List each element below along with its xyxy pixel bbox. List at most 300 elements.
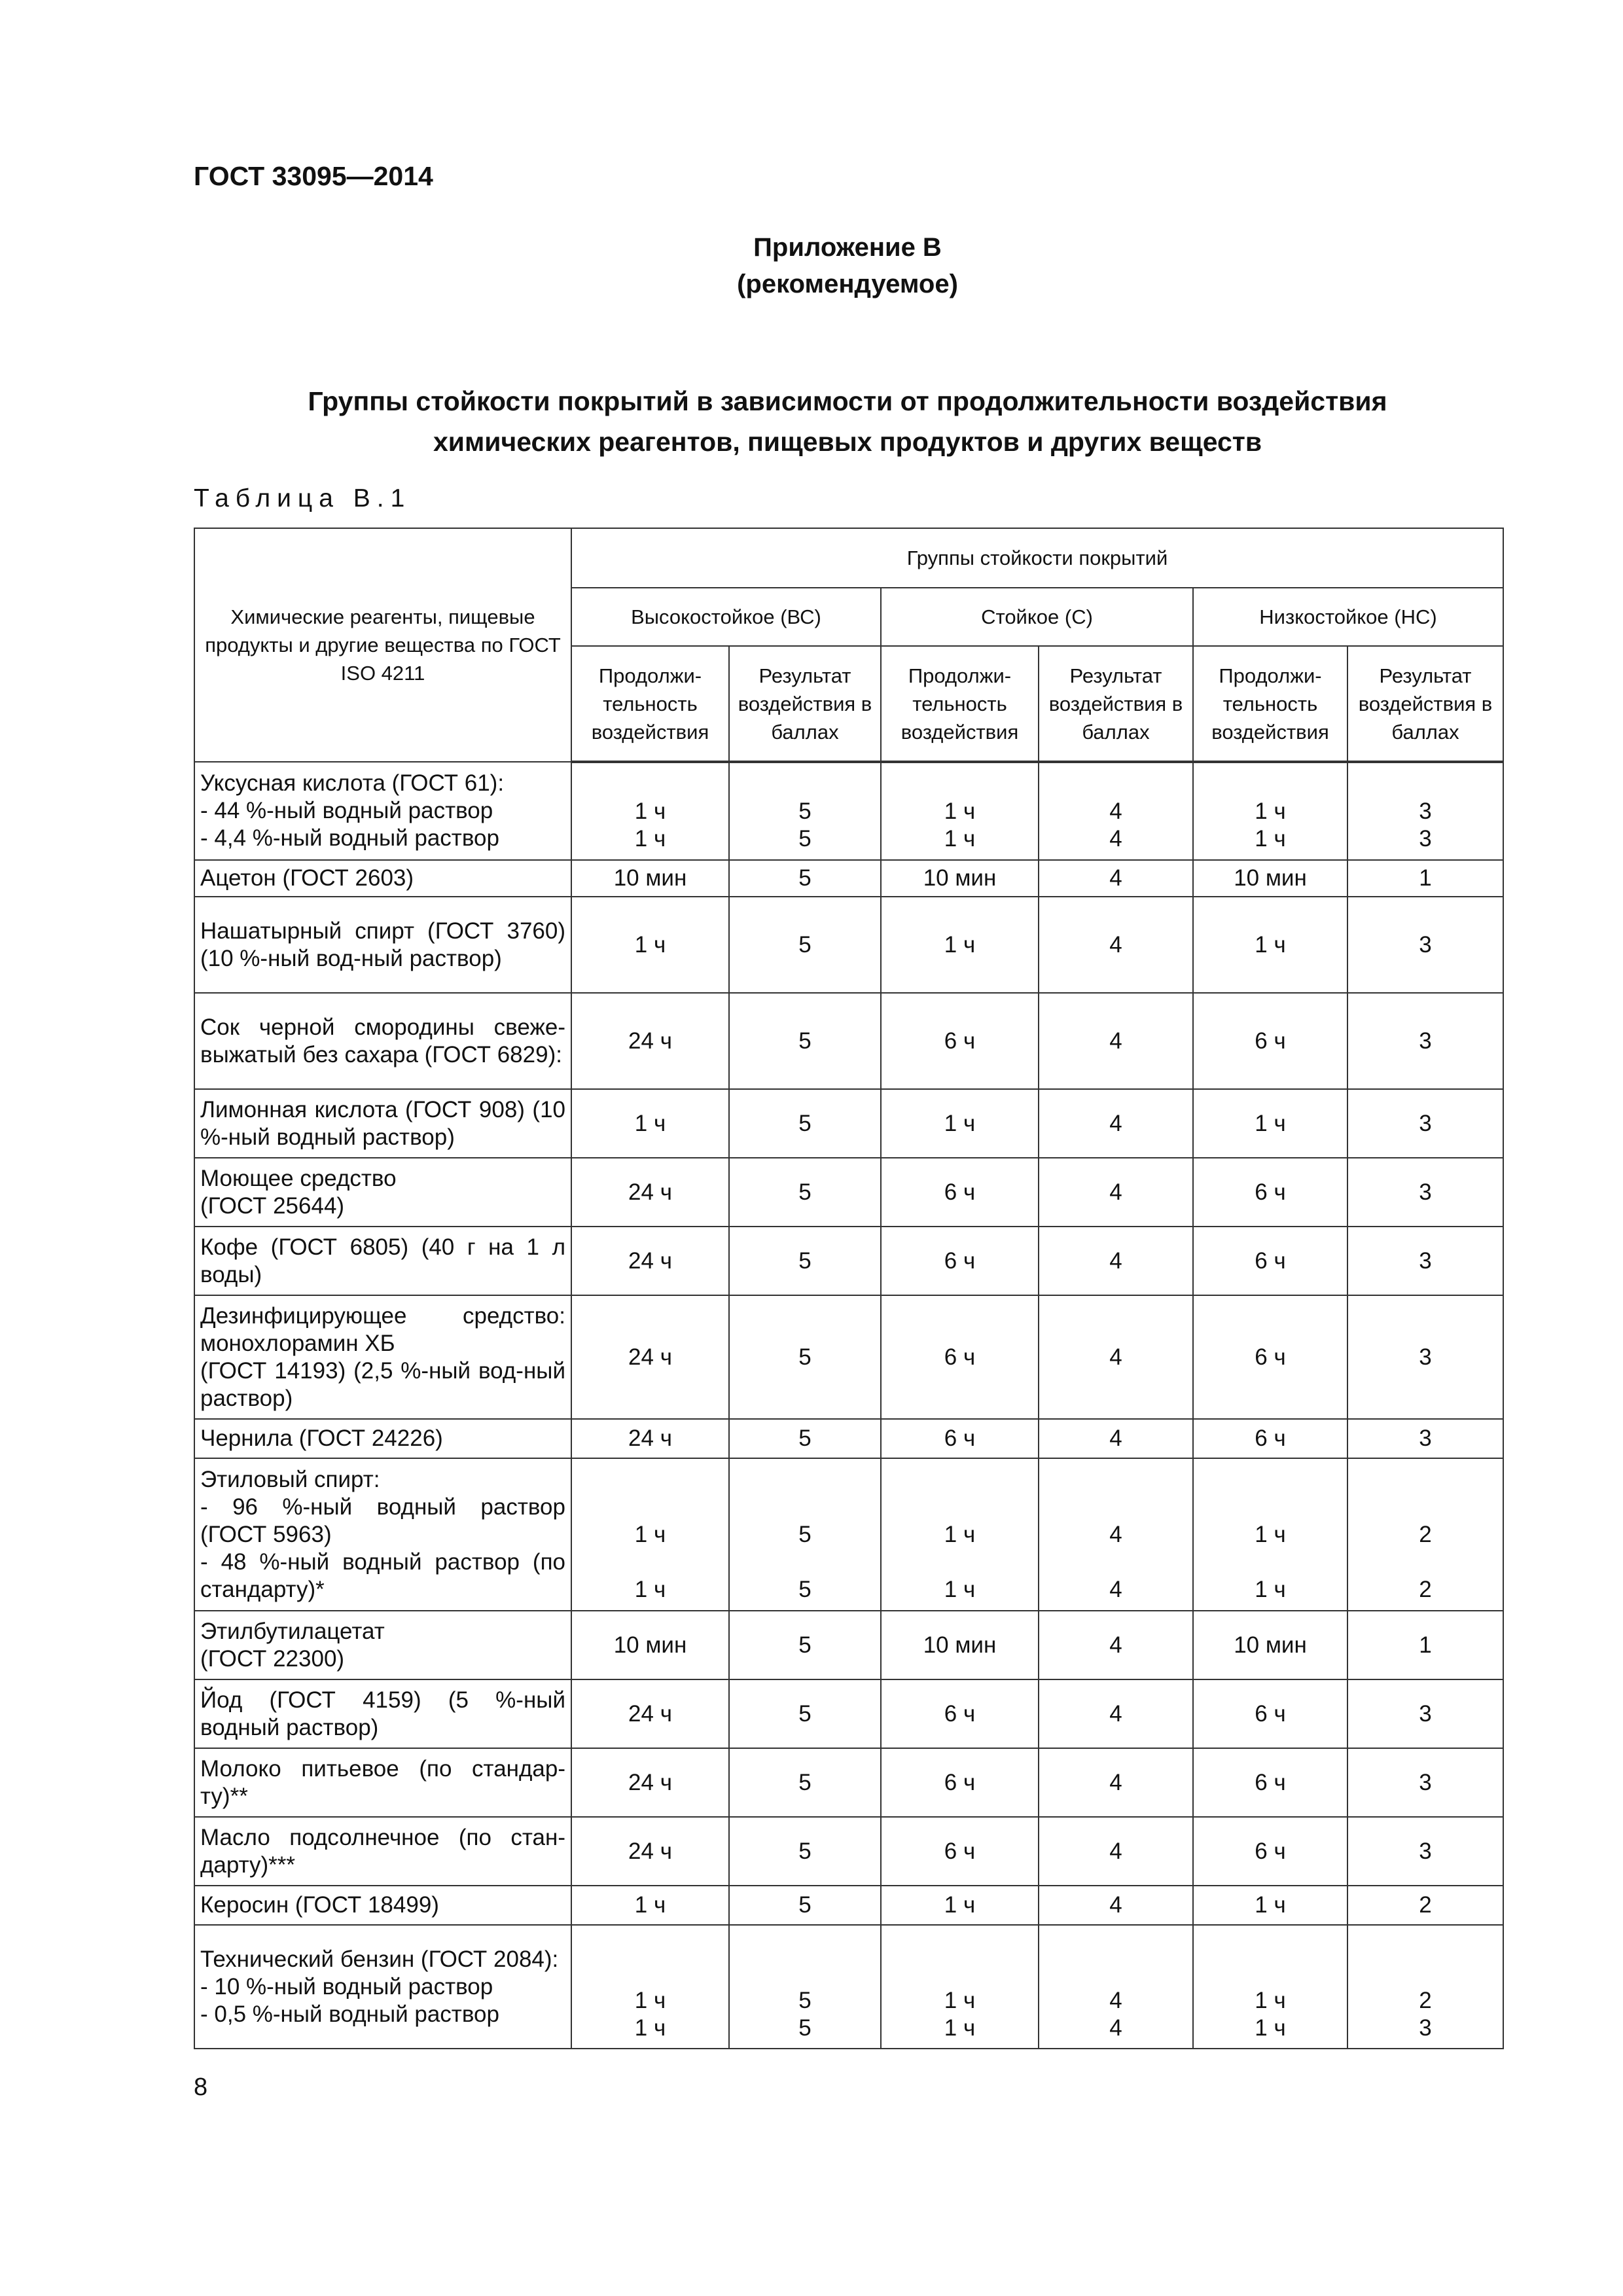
cell-value	[735, 1960, 875, 1987]
table-title-line-1: Группы стойкости покрытий в зависимости от продолжительности воздействия	[308, 386, 1387, 416]
cell-value: 6 ч	[1255, 1179, 1286, 1205]
cell-value: 5	[798, 1700, 812, 1727]
substance-cell	[194, 1295, 571, 1419]
cell-value	[887, 770, 1033, 798]
column-header-low-resistance: Низкостойкое (НС)	[1193, 588, 1503, 646]
duration-low-cell	[1193, 1679, 1347, 1748]
cell-value: 6 ч	[944, 1179, 976, 1205]
column-header-result: Результат воздействия в баллах	[1039, 646, 1193, 762]
cell-value: 1 ч	[634, 1892, 666, 1918]
table-title	[0, 381, 1623, 462]
cell-value: 6 ч	[1255, 1700, 1286, 1727]
table-row	[194, 993, 1503, 1089]
duration-low-cell	[1193, 1158, 1347, 1227]
result-low-cell	[1347, 1611, 1503, 1679]
cell-value	[577, 1494, 723, 1521]
result-low-cell	[1347, 1419, 1503, 1458]
result-mid-cell	[1039, 1158, 1193, 1227]
cell-value	[1044, 1466, 1187, 1494]
duration-low-cell	[1193, 1295, 1347, 1419]
duration-mid-cell	[881, 1748, 1039, 1817]
cell-value: 1 ч	[634, 1987, 666, 2013]
cell-value: 6 ч	[944, 1344, 976, 1370]
duration-mid-cell	[881, 860, 1039, 897]
result-low-cell	[1347, 1886, 1503, 1925]
column-header-duration: Продолжи-тельность воздействия	[1193, 646, 1347, 762]
column-header-result: Результат воздействия в баллах	[1347, 646, 1503, 762]
substance-line: Этиловый спирт:	[200, 1466, 380, 1492]
duration-mid-cell	[881, 1679, 1039, 1748]
result-mid-cell	[1039, 1295, 1193, 1419]
substance-cell	[194, 1458, 571, 1611]
result-low-cell	[1347, 1227, 1503, 1295]
cell-value: 5	[798, 1110, 812, 1136]
duration-high-cell	[571, 1886, 729, 1925]
result-mid-cell	[1039, 762, 1193, 860]
substance-cell	[194, 993, 571, 1089]
substance-line: Кофе (ГОСТ 6805) (40 г на 1 л воды)	[200, 1234, 565, 1287]
cell-value: 1 ч	[944, 2015, 976, 2041]
cell-value	[1199, 1960, 1342, 1987]
cell-value: 3	[1419, 931, 1432, 958]
cell-value: 6 ч	[944, 1247, 976, 1274]
cell-value: 6 ч	[1255, 1247, 1286, 1274]
duration-mid-cell	[881, 1295, 1039, 1419]
substance-cell	[194, 1925, 571, 2049]
cell-value: 4	[1109, 1632, 1122, 1658]
result-low-cell	[1347, 897, 1503, 993]
cell-value: 3	[1419, 1028, 1432, 1054]
substance-line: - 44 %-ный водный раствор	[200, 798, 493, 823]
substance-line: Этилбутилацетат	[200, 1618, 385, 1644]
cell-value: 6 ч	[944, 1838, 976, 1864]
substance-line: - 0,5 %-ный водный раствор	[200, 2001, 499, 2027]
substance-cell	[194, 1748, 571, 1817]
duration-high-cell	[571, 1817, 729, 1886]
cell-value: 4	[1109, 865, 1122, 891]
result-mid-cell	[1039, 1089, 1193, 1158]
cell-value: 5	[798, 1028, 812, 1054]
result-mid-cell	[1039, 1817, 1193, 1886]
cell-value: 3	[1419, 1179, 1432, 1205]
cell-value: 1 ч	[634, 2015, 666, 2041]
table-label: Таблица В.1	[194, 484, 412, 512]
cell-value: 3	[1419, 798, 1432, 824]
duration-low-cell	[1193, 1227, 1347, 1295]
cell-value: 5	[798, 1247, 812, 1274]
substance-cell	[194, 1089, 571, 1158]
cell-value: 4	[1109, 1028, 1122, 1054]
cell-value: 10 мин	[613, 865, 687, 891]
cell-value: 24 ч	[628, 1028, 672, 1054]
substance-cell	[194, 1158, 571, 1227]
substance-line: Нашатырный спирт (ГОСТ 3760) (10 %-ный вод-ный раствор)	[200, 918, 565, 971]
substance-line: Уксусная кислота (ГОСТ 61):	[200, 770, 505, 796]
cell-value: 1 ч	[634, 1110, 666, 1136]
substance-line: Йод (ГОСТ 4159) (5 %-ный водный раствор)	[200, 1687, 565, 1740]
appendix-subtitle: (рекомендуемое)	[737, 270, 958, 298]
cell-value: 1 ч	[1255, 1110, 1286, 1136]
substance-line: - 96 %-ный водный раствор (ГОСТ 5963)	[200, 1494, 565, 1547]
column-header-substance: Химические реагенты, пищевые продукты и другие вещества по ГОСТ ISO 4211	[194, 528, 571, 762]
table-row	[194, 1295, 1503, 1419]
cell-value: 4	[1109, 1110, 1122, 1136]
cell-value: 3	[1419, 1247, 1432, 1274]
cell-value: 5	[798, 1769, 812, 1795]
cell-value: 6 ч	[1255, 1769, 1286, 1795]
column-header-result: Результат воздействия в баллах	[729, 646, 881, 762]
cell-value: 1 ч	[634, 1576, 666, 1602]
result-mid-cell	[1039, 993, 1193, 1089]
cell-value: 5	[798, 865, 812, 891]
duration-mid-cell	[881, 1089, 1039, 1158]
cell-value: 1 ч	[1255, 2015, 1286, 2041]
cell-value: 2	[1419, 1521, 1432, 1547]
substance-cell	[194, 1679, 571, 1748]
duration-mid-cell	[881, 1227, 1039, 1295]
cell-value	[1199, 1466, 1342, 1494]
cell-value: 5	[798, 1987, 812, 2013]
cell-value	[1199, 1549, 1342, 1576]
cell-value	[577, 1466, 723, 1494]
substance-line: Молоко питьевое (по стандар-ту)**	[200, 1755, 565, 1809]
table-row	[194, 860, 1503, 897]
cell-value: 4	[1109, 1344, 1122, 1370]
column-header-duration: Продолжи-тельность воздействия	[571, 646, 729, 762]
duration-low-cell	[1193, 762, 1347, 860]
cell-value: 6 ч	[944, 1426, 976, 1451]
result-high-cell	[729, 1817, 881, 1886]
substance-line: Дезинфицирующее средство: монохлорамин ХБ	[200, 1302, 565, 1356]
cell-value: 24 ч	[628, 1769, 672, 1795]
cell-value: 1 ч	[634, 931, 666, 958]
result-mid-cell	[1039, 1925, 1193, 2049]
duration-low-cell	[1193, 1089, 1347, 1158]
cell-value: 1	[1419, 865, 1432, 891]
cell-value: 5	[798, 825, 812, 852]
duration-high-cell	[571, 1925, 729, 2049]
duration-mid-cell	[881, 1158, 1039, 1227]
cell-value	[1353, 1466, 1497, 1494]
duration-high-cell	[571, 1419, 729, 1458]
cell-value	[887, 1466, 1033, 1494]
cell-value: 2	[1419, 1987, 1432, 2013]
result-low-cell	[1347, 1817, 1503, 1886]
cell-value	[735, 1466, 875, 1494]
result-high-cell	[729, 897, 881, 993]
cell-value	[1353, 1494, 1497, 1521]
cell-value	[1353, 770, 1497, 798]
table-row	[194, 1679, 1503, 1748]
cell-value	[735, 770, 875, 798]
cell-value	[1199, 1932, 1342, 1960]
cell-value	[735, 1494, 875, 1521]
cell-value: 1 ч	[1255, 1987, 1286, 2013]
duration-low-cell	[1193, 993, 1347, 1089]
duration-high-cell	[571, 897, 729, 993]
cell-value: 4	[1109, 1700, 1122, 1727]
duration-mid-cell	[881, 897, 1039, 993]
result-high-cell	[729, 1679, 881, 1748]
cell-value: 1 ч	[944, 825, 976, 852]
duration-mid-cell	[881, 1925, 1039, 2049]
cell-value	[1044, 1494, 1187, 1521]
duration-mid-cell	[881, 1419, 1039, 1458]
cell-value: 24 ч	[628, 1426, 672, 1451]
cell-value: 6 ч	[944, 1700, 976, 1727]
cell-value	[577, 1549, 723, 1576]
cell-value: 10 мин	[1234, 865, 1307, 891]
cell-value: 24 ч	[628, 1179, 672, 1205]
substance-line: Сок черной смородины свеже-выжатый без сахара (ГОСТ 6829):	[200, 1014, 565, 1067]
cell-value: 6 ч	[1255, 1838, 1286, 1864]
result-mid-cell	[1039, 1458, 1193, 1611]
cell-value: 2	[1419, 1576, 1432, 1602]
result-high-cell	[729, 1611, 881, 1679]
result-high-cell	[729, 1089, 881, 1158]
cell-value	[1353, 1932, 1497, 1960]
cell-value: 2	[1419, 1892, 1432, 1918]
substance-cell	[194, 860, 571, 897]
cell-value: 1 ч	[1255, 1521, 1286, 1547]
duration-low-cell	[1193, 897, 1347, 993]
duration-high-cell	[571, 1748, 729, 1817]
cell-value: 3	[1419, 1700, 1432, 1727]
substance-line: Чернила (ГОСТ 24226)	[200, 1426, 443, 1451]
cell-value: 3	[1419, 1426, 1432, 1451]
table-row	[194, 1227, 1503, 1295]
result-high-cell	[729, 993, 881, 1089]
table-body	[194, 762, 1503, 2049]
substance-cell	[194, 1886, 571, 1925]
substance-line: Моющее средство	[200, 1165, 397, 1191]
cell-value: 5	[798, 1838, 812, 1864]
duration-mid-cell	[881, 762, 1039, 860]
cell-value	[1199, 770, 1342, 798]
cell-value: 6 ч	[1255, 1344, 1286, 1370]
result-high-cell	[729, 1419, 881, 1458]
resistance-table	[194, 528, 1504, 2049]
cell-value	[887, 1494, 1033, 1521]
cell-value: 3	[1419, 1110, 1432, 1136]
cell-value: 3	[1419, 2015, 1432, 2041]
result-high-cell	[729, 1458, 881, 1611]
duration-high-cell	[571, 860, 729, 897]
cell-value: 4	[1109, 1576, 1122, 1602]
result-low-cell	[1347, 1089, 1503, 1158]
cell-value: 1 ч	[1255, 798, 1286, 824]
duration-high-cell	[571, 1227, 729, 1295]
table-row	[194, 1158, 1503, 1227]
result-high-cell	[729, 1886, 881, 1925]
result-low-cell	[1347, 993, 1503, 1089]
column-header-high-resistance: Высокостойкое (ВС)	[571, 588, 881, 646]
cell-value: 3	[1419, 1838, 1432, 1864]
cell-value: 24 ч	[628, 1247, 672, 1274]
result-mid-cell	[1039, 1748, 1193, 1817]
duration-high-cell	[571, 762, 729, 860]
table-row	[194, 1886, 1503, 1925]
result-high-cell	[729, 1748, 881, 1817]
cell-value: 4	[1109, 1838, 1122, 1864]
duration-low-cell	[1193, 860, 1347, 897]
cell-value	[887, 1960, 1033, 1987]
cell-value: 5	[798, 2015, 812, 2041]
substance-line: - 4,4 %-ный водный раствор	[200, 825, 499, 851]
result-high-cell	[729, 1295, 881, 1419]
result-low-cell	[1347, 1748, 1503, 1817]
result-low-cell	[1347, 1925, 1503, 2049]
duration-mid-cell	[881, 993, 1039, 1089]
cell-value: 4	[1109, 1426, 1122, 1451]
substance-line: Технический бензин (ГОСТ 2084):	[200, 1946, 559, 1972]
table-row	[194, 1817, 1503, 1886]
cell-value	[1044, 1960, 1187, 1987]
cell-value: 1 ч	[1255, 931, 1286, 958]
substance-line: - 10 %-ный водный раствор	[200, 1973, 493, 2000]
cell-value: 1 ч	[1255, 1892, 1286, 1918]
result-mid-cell	[1039, 860, 1193, 897]
result-high-cell	[729, 1227, 881, 1295]
duration-mid-cell	[881, 1458, 1039, 1611]
result-mid-cell	[1039, 1419, 1193, 1458]
duration-low-cell	[1193, 1748, 1347, 1817]
cell-value	[577, 1960, 723, 1987]
cell-value: 4	[1109, 1521, 1122, 1547]
cell-value: 10 мин	[923, 865, 997, 891]
result-mid-cell	[1039, 897, 1193, 993]
cell-value: 24 ч	[628, 1700, 672, 1727]
substance-cell	[194, 1817, 571, 1886]
substance-cell	[194, 897, 571, 993]
result-mid-cell	[1039, 1679, 1193, 1748]
cell-value: 5	[798, 1179, 812, 1205]
table-row	[194, 897, 1503, 993]
table-row	[194, 1089, 1503, 1158]
result-mid-cell	[1039, 1227, 1193, 1295]
table-row	[194, 1419, 1503, 1458]
cell-value: 1 ч	[1255, 1576, 1286, 1602]
duration-low-cell	[1193, 1886, 1347, 1925]
substance-line: Керосин (ГОСТ 18499)	[200, 1892, 439, 1918]
duration-low-cell	[1193, 1611, 1347, 1679]
cell-value: 6 ч	[944, 1028, 976, 1054]
cell-value	[1044, 1549, 1187, 1576]
cell-value: 5	[798, 931, 812, 958]
cell-value: 1 ч	[944, 1576, 976, 1602]
cell-value: 1 ч	[1255, 825, 1286, 852]
result-low-cell	[1347, 1679, 1503, 1748]
substance-cell	[194, 762, 571, 860]
cell-value	[887, 1549, 1033, 1576]
duration-high-cell	[571, 1089, 729, 1158]
column-header-duration: Продолжи-тельность воздействия	[881, 646, 1039, 762]
result-high-cell	[729, 1158, 881, 1227]
cell-value	[1044, 770, 1187, 798]
cell-value: 4	[1109, 798, 1122, 824]
cell-value: 4	[1109, 2015, 1122, 2041]
substance-cell	[194, 1227, 571, 1295]
column-header-resistant: Стойкое (С)	[881, 588, 1193, 646]
cell-value: 5	[798, 1576, 812, 1602]
duration-mid-cell	[881, 1611, 1039, 1679]
cell-value: 24 ч	[628, 1344, 672, 1370]
substance-line: (ГОСТ 22300)	[200, 1645, 345, 1672]
cell-value: 1 ч	[944, 1892, 976, 1918]
result-mid-cell	[1039, 1886, 1193, 1925]
cell-value: 3	[1419, 1344, 1432, 1370]
result-low-cell	[1347, 762, 1503, 860]
result-high-cell	[729, 762, 881, 860]
substance-cell	[194, 1419, 571, 1458]
duration-high-cell	[571, 993, 729, 1089]
duration-high-cell	[571, 1611, 729, 1679]
result-high-cell	[729, 1925, 881, 2049]
duration-high-cell	[571, 1295, 729, 1419]
substance-line: Масло подсолнечное (по стан-дарту)***	[200, 1824, 565, 1878]
table-row	[194, 1458, 1503, 1611]
cell-value	[1353, 1960, 1497, 1987]
cell-value: 1 ч	[944, 1521, 976, 1547]
cell-value: 4	[1109, 1892, 1122, 1918]
cell-value: 6 ч	[944, 1769, 976, 1795]
duration-low-cell	[1193, 1925, 1347, 2049]
table-title-line-2: химических реагентов, пищевых продуктов и других веществ	[433, 427, 1262, 457]
cell-value: 1 ч	[634, 798, 666, 824]
cell-value: 6 ч	[1255, 1426, 1286, 1451]
cell-value: 4	[1109, 931, 1122, 958]
duration-low-cell	[1193, 1817, 1347, 1886]
cell-value: 1 ч	[944, 1987, 976, 2013]
cell-value	[1199, 1494, 1342, 1521]
table-row	[194, 762, 1503, 860]
duration-mid-cell	[881, 1817, 1039, 1886]
cell-value: 1	[1419, 1632, 1432, 1658]
table-row	[194, 1748, 1503, 1817]
result-low-cell	[1347, 1295, 1503, 1419]
cell-value: 3	[1419, 825, 1432, 852]
cell-value	[1353, 1549, 1497, 1576]
cell-value	[577, 1932, 723, 1960]
table-row	[194, 1925, 1503, 2049]
document-code: ГОСТ 33095—2014	[194, 161, 433, 191]
page-number: 8	[194, 2073, 208, 2101]
cell-value: 24 ч	[628, 1838, 672, 1864]
cell-value: 1 ч	[634, 1521, 666, 1547]
cell-value: 4	[1109, 1987, 1122, 2013]
cell-value	[577, 770, 723, 798]
cell-value: 4	[1109, 825, 1122, 852]
cell-value: 5	[798, 1426, 812, 1451]
duration-low-cell	[1193, 1458, 1347, 1611]
substance-line: (ГОСТ 14193) (2,5 %-ный вод-ный раствор)	[200, 1357, 565, 1411]
duration-high-cell	[571, 1458, 729, 1611]
result-low-cell	[1347, 1458, 1503, 1611]
cell-value: 1 ч	[944, 798, 976, 824]
cell-value: 5	[798, 798, 812, 824]
cell-value: 10 мин	[613, 1632, 687, 1658]
result-low-cell	[1347, 860, 1503, 897]
cell-value: 1 ч	[634, 825, 666, 852]
cell-value: 3	[1419, 1769, 1432, 1795]
substance-line: (ГОСТ 25644)	[200, 1193, 345, 1219]
table-row	[194, 1611, 1503, 1679]
cell-value: 10 мин	[1234, 1632, 1307, 1658]
cell-value: 1 ч	[944, 1110, 976, 1136]
cell-value: 5	[798, 1892, 812, 1918]
appendix-title: Приложение В	[753, 233, 942, 262]
appendix-heading	[0, 229, 1623, 302]
